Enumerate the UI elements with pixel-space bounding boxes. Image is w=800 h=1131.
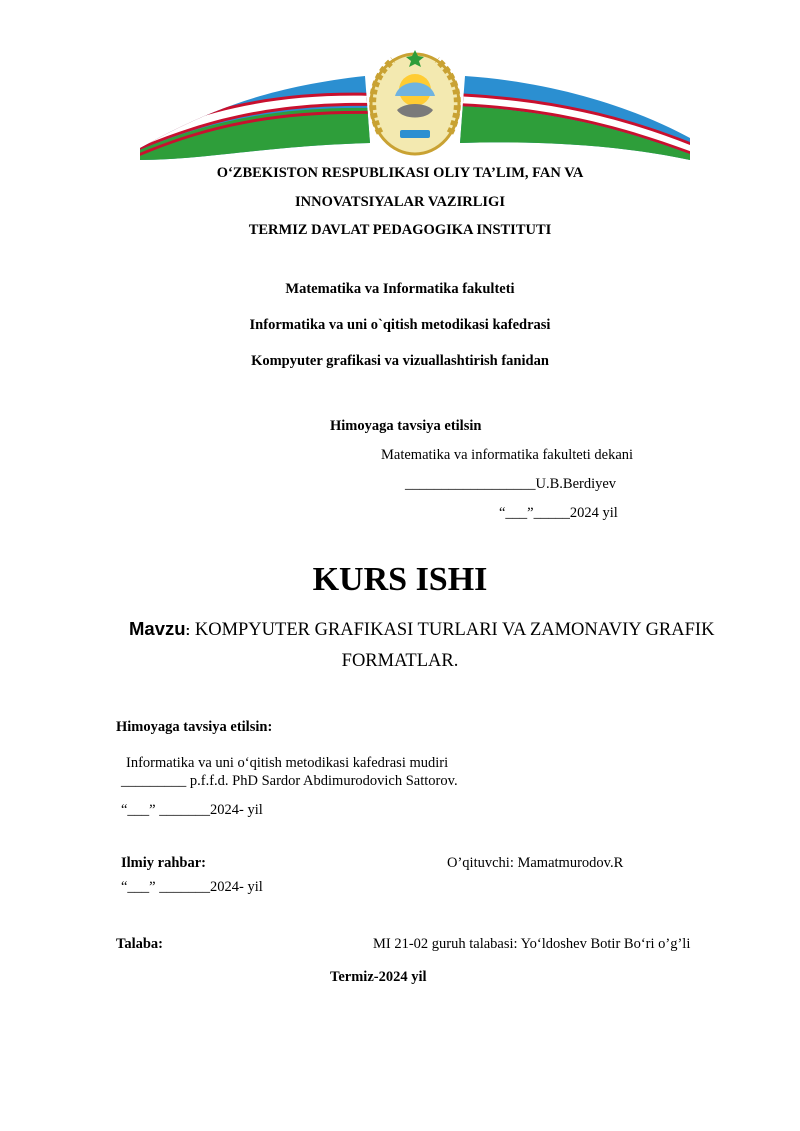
topic-line-2: FORMATLAR. (341, 651, 459, 671)
document-title: KURS ISHI (312, 561, 488, 598)
state-emblem-flag-image (135, 48, 695, 160)
head-signature-line: _________ p.f.f.d. PhD Sardor Abdimurodovich Sattorov. (121, 773, 458, 789)
topic-label: Mavzu (129, 618, 186, 639)
head-date-line: “___” _______2024- yil (121, 802, 263, 818)
city-year: Termiz-2024 yil (330, 969, 427, 985)
head-position: Informatika va uni o‘qitish metodikasi kafedrasi mudiri (126, 755, 449, 771)
topic-colon: : (185, 622, 191, 638)
dean-signature-line: __________________U.B.Berdiyev (405, 476, 617, 492)
dean-position: Matematika va informatika fakulteti dekani (381, 447, 634, 463)
student-info: MI 21-02 guruh talabasi: Yo‘ldoshev Botir Bo‘ri o’g’li (373, 936, 691, 952)
supervisor-date-line: “___” _______2024- yil (121, 879, 263, 895)
teacher-name: O’qituvchi: Mamatmurodov.R (447, 855, 624, 871)
ministry-line-2: INNOVATSIYALAR VAZIRLIGI (295, 194, 505, 210)
topic-line-1 (129, 618, 714, 641)
approval-heading: Himoyaga tavsiya etilsin (330, 418, 482, 434)
dean-date-line: “___”_____2024 yil (499, 505, 618, 521)
flag-left (135, 48, 375, 160)
supervisor-label: Ilmiy rahbar: (121, 855, 206, 871)
flag-right (455, 48, 695, 160)
department-name: Informatika va uni o`qitish metodikasi kafedrasi (249, 317, 551, 333)
ministry-line-1: O‘ZBEKISTON RESPUBLIKASI OLIY TA’LIM, FAN VA (216, 165, 584, 181)
topic-text-1: KOMPYUTER GRAFIKASI TURLARI VA ZAMONAVIY GRAFIK (190, 620, 715, 640)
approval-heading-2: Himoyaga tavsiya etilsin: (116, 719, 273, 735)
institute-name: TERMIZ DAVLAT PEDAGOGIKA INSTITUTI (248, 222, 552, 238)
faculty-name: Matematika va Informatika fakulteti (285, 281, 515, 297)
student-label: Talaba: (116, 936, 164, 952)
subject-name: Kompyuter grafikasi va vizuallashtirish fanidan (251, 353, 549, 369)
emblem-wreath (371, 50, 459, 154)
